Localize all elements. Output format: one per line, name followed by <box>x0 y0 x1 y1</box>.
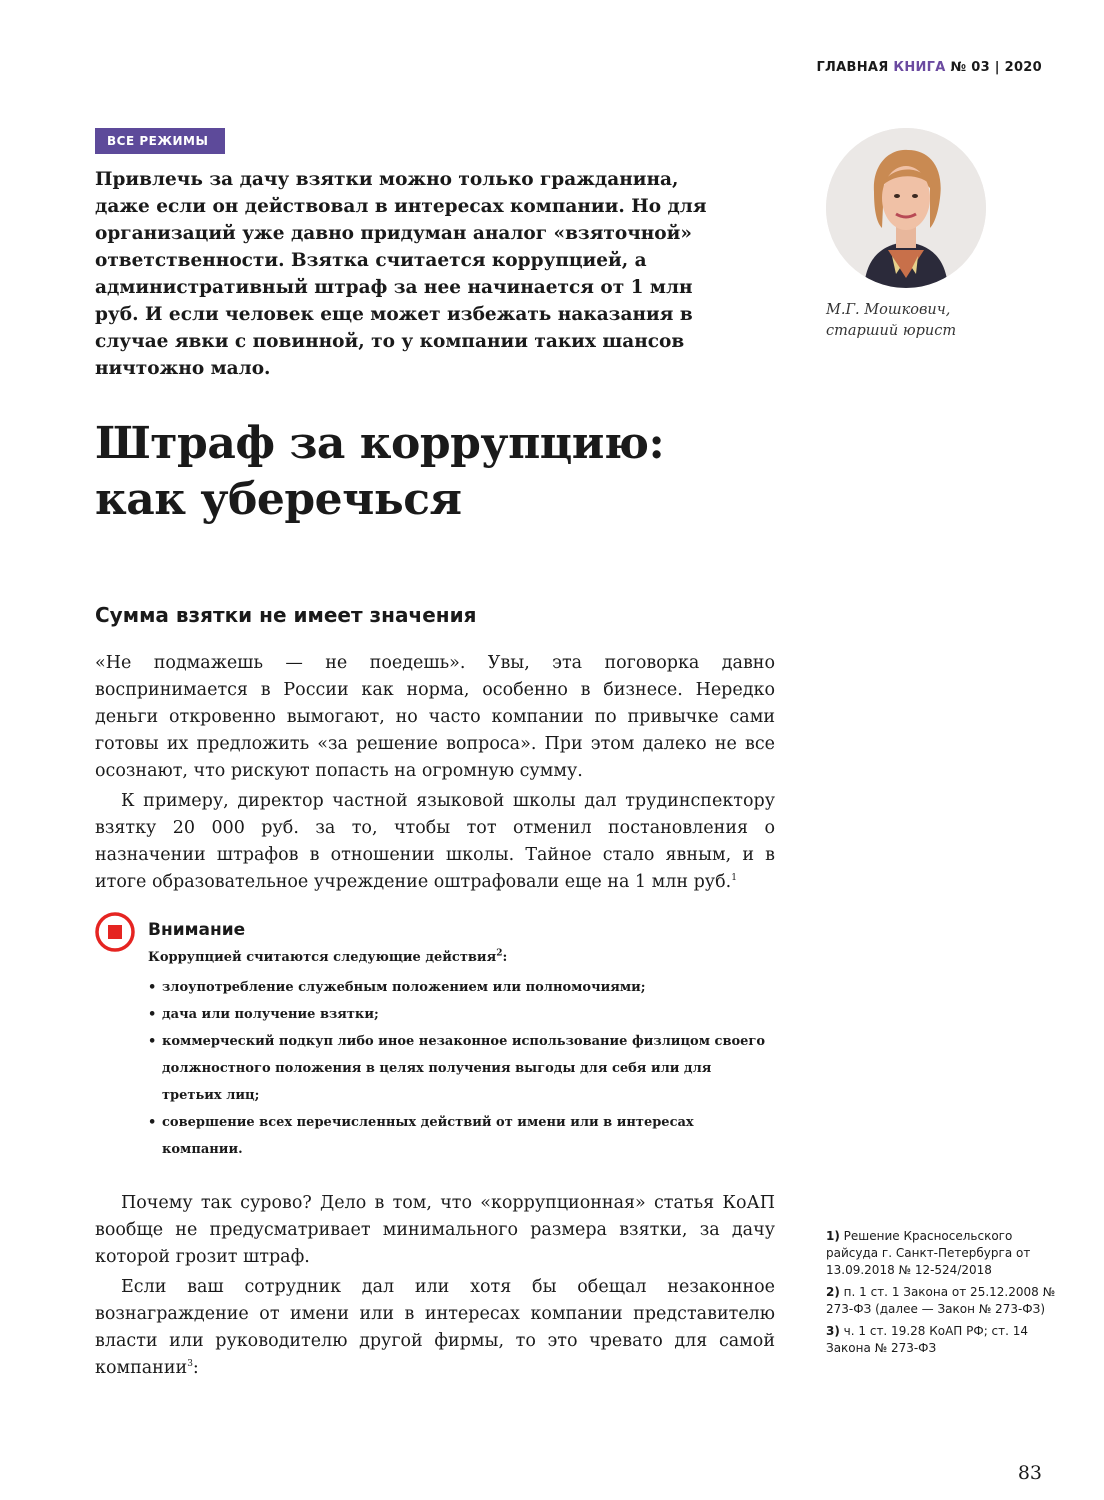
footnote-text: Решение Красносельского райсуда г. Санкт-Петербурга от 13.09.2018 № 12-524/2018 <box>826 1229 1031 1277</box>
attention-intro-text: Коррупцией считаются следующие действия <box>148 950 497 965</box>
paragraph-text: К примеру, директор частной языковой школы дал трудинспектору взятку 20 000 руб. за то, чтобы тот отменил постановления о назначении штрафов в отношении школы. Тайное стало явным, и в итоге образовательное учреждение оштрафовали еще на 1 млн руб. <box>95 791 775 892</box>
section-heading: Сумма взятки не имеет значения <box>95 603 477 627</box>
attention-box <box>148 920 768 1163</box>
footnote-ref: 1 <box>731 873 737 884</box>
article-title-line-2: как уберечься <box>95 474 462 525</box>
attention-title: Внимание <box>148 920 246 940</box>
attention-intro <box>148 948 768 968</box>
author-name: М.Г. Мошкович, <box>826 302 951 318</box>
footnote <box>826 1284 1056 1318</box>
paragraph <box>95 1190 775 1271</box>
footnotes <box>826 1228 1056 1362</box>
paragraph-text: Почему так сурово? Дело в том, что «коррупционная» статья КоАП вообще не предусматривает минимального размера взятки, за дачу которой грозит штраф. <box>95 1193 775 1267</box>
paragraph-tail: : <box>192 1358 199 1378</box>
author-photo <box>826 128 986 288</box>
list-item: • дача или получение взятки; <box>148 1001 768 1028</box>
author-role: старший юрист <box>826 323 957 339</box>
body-text-1 <box>95 650 775 896</box>
category-tag: ВСЕ РЕЖИМЫ <box>95 128 225 154</box>
paragraph-text: «Не подмажешь — не поедешь». Увы, эта поговорка давно воспринимается в России как норма, особенно в бизнесе. Нередко деньги откровенно вымогают, но часто компании по привычке сами готовы их предложить «за решение вопроса». При этом далеко не все осознают, что рискуют попасть на огромную сумму. <box>95 653 775 781</box>
footnote-text: ч. 1 ст. 19.28 КоАП РФ; ст. 14 Закона № 273-ФЗ <box>826 1324 1029 1355</box>
masthead <box>816 60 1042 75</box>
footnote <box>826 1323 1056 1357</box>
attention-intro-tail: : <box>502 950 508 965</box>
list-item: • коммерческий подкуп либо иное незаконное использование физлицом своего должностного положения в целях получения выгоды для себя или для третьих лиц; <box>148 1028 768 1109</box>
stop-icon <box>95 912 135 952</box>
article-title <box>95 416 795 528</box>
footnote-text: п. 1 ст. 1 Закона от 25.12.2008 № 273-ФЗ (далее — Закон № 273-ФЗ) <box>826 1285 1056 1316</box>
footnote <box>826 1228 1056 1279</box>
footnote-number: 1) <box>826 1229 840 1243</box>
paragraph <box>95 1274 775 1382</box>
article-title-line-1: Штраф за коррупцию: <box>95 418 665 469</box>
page-number: 83 <box>1017 1462 1042 1484</box>
footnote-ref: 3 <box>187 1359 193 1370</box>
masthead-brand-accent: КНИГА <box>893 60 946 75</box>
footnote-number: 2) <box>826 1285 840 1299</box>
lead-paragraph: Привлечь за дачу взятки можно только гражданина, даже если он действовал в интересах компании. Но для организаций уже давно придуман аналог «взяточной» ответственности. Взятка считается коррупцией, а административный штраф за нее начинается от 1 млн руб. И если человек еще может избежать наказания в случае явки с повинной, то у компании таких шансов ничтожно мало. <box>95 169 707 379</box>
footnote-ref: 2 <box>496 948 503 959</box>
author-caption <box>826 300 1026 342</box>
masthead-issue: № 03 | 2020 <box>950 60 1042 75</box>
paragraph-text: Если ваш сотрудник дал или хотя бы обещал незаконное вознаграждение от имени или в интересах компании представителю власти или руководителю другой фирмы, то это чревато для самой компании <box>95 1277 775 1378</box>
attention-list <box>148 974 768 1163</box>
author-portrait-image <box>826 128 986 288</box>
list-item: • злоупотребление служебным положением или полномочиями; <box>148 974 768 1001</box>
list-item: • совершение всех перечисленных действий от имени или в интересах компании. <box>148 1109 768 1163</box>
masthead-brand: ГЛАВНАЯ <box>816 60 889 75</box>
body-text-2 <box>95 1190 775 1382</box>
footnote-number: 3) <box>826 1324 840 1338</box>
paragraph <box>95 650 775 785</box>
paragraph <box>95 788 775 896</box>
